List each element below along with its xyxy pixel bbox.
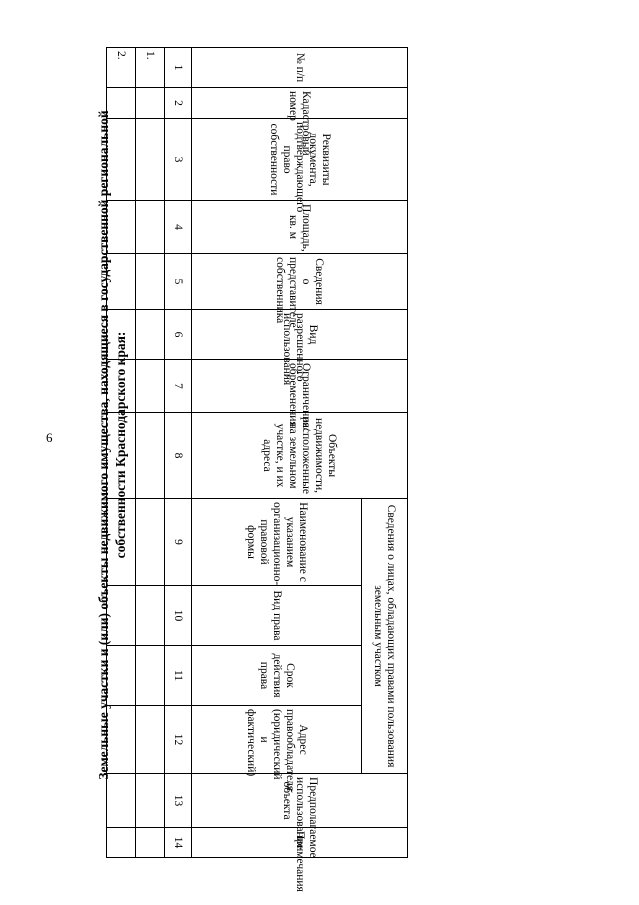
table-cell — [136, 774, 165, 828]
table-cell — [107, 413, 136, 499]
column-number: 7 — [165, 360, 192, 413]
row-index: 1. — [136, 48, 165, 88]
table-cell — [136, 646, 165, 706]
title-line-1: Земельные участки и (или) объекты недвижимого имущества, находящиеся в государственной региональной — [96, 110, 111, 780]
column-number: 2 — [165, 88, 192, 119]
title-line-2: собственности Краснодарского края: — [113, 331, 128, 559]
column-number: 9 — [165, 499, 192, 586]
column-number: 12 — [165, 706, 192, 774]
column-number: 6 — [165, 310, 192, 360]
header-row-top — [362, 48, 408, 858]
table-cell — [107, 88, 136, 119]
header-col-1: № п/п — [192, 48, 408, 88]
column-number: 5 — [165, 254, 192, 310]
table-cell — [136, 499, 165, 586]
column-number: 8 — [165, 413, 192, 499]
table-cell — [107, 774, 136, 828]
header-col-11: Срок действия права — [192, 646, 362, 706]
table-cell — [107, 360, 136, 413]
table-cell — [136, 119, 165, 201]
column-number: 14 — [165, 828, 192, 858]
column-number: 13 — [165, 774, 192, 828]
table-cell — [107, 254, 136, 310]
header-col-8: Объекты недвижимости, расположенные на земельном участке, и их адреса — [192, 413, 408, 499]
header-col-9: Наименование с указанием организационно-правовой формы — [192, 499, 362, 586]
header-col-12: Адрес правообладателя (юридический и фактический) — [192, 706, 362, 774]
column-number: 4 — [165, 201, 192, 254]
table-cell — [107, 499, 136, 586]
header-col-2: Кадастровый номер — [192, 88, 408, 119]
table-cell — [136, 828, 165, 858]
table-cell — [136, 586, 165, 646]
table-row — [136, 48, 165, 858]
header-col-4: Площадь, кв. м — [192, 201, 408, 254]
column-number: 10 — [165, 586, 192, 646]
header-col-13: Предполагаемое использование объекта — [192, 774, 408, 828]
table-cell — [136, 201, 165, 254]
column-number: 11 — [165, 646, 192, 706]
table-cell — [107, 586, 136, 646]
header-col-5: Сведения о представителе собственника — [192, 254, 408, 310]
header-group-rights-holders: Сведения о лицах, обладающих правами пользования земельным участком — [362, 499, 408, 774]
table-cell — [136, 88, 165, 119]
table-cell — [136, 413, 165, 499]
table-cell — [136, 310, 165, 360]
table-cell — [107, 646, 136, 706]
row-index: 2. — [107, 48, 136, 88]
header-col-10: Вид права — [192, 586, 362, 646]
table-cell — [107, 119, 136, 201]
header-col-14: Примечания — [192, 828, 408, 858]
header-col-7: Ограничения/обременения — [192, 360, 408, 413]
table-cell — [136, 254, 165, 310]
table-cell — [107, 310, 136, 360]
table-cell — [136, 360, 165, 413]
table-row — [107, 48, 136, 858]
header-col-6: Вид разрешенного использования — [192, 310, 408, 360]
table-cell — [107, 828, 136, 858]
column-number: 1 — [165, 48, 192, 88]
table-cell — [136, 706, 165, 774]
land-plots-table — [106, 47, 408, 892]
table-cell — [107, 201, 136, 254]
column-number: 3 — [165, 119, 192, 201]
header-col-3: Реквизиты документа, подтверждающего право собственности — [192, 119, 408, 201]
column-number-row — [165, 48, 192, 858]
page-number: 6 — [46, 430, 53, 445]
table-cell — [107, 706, 136, 774]
